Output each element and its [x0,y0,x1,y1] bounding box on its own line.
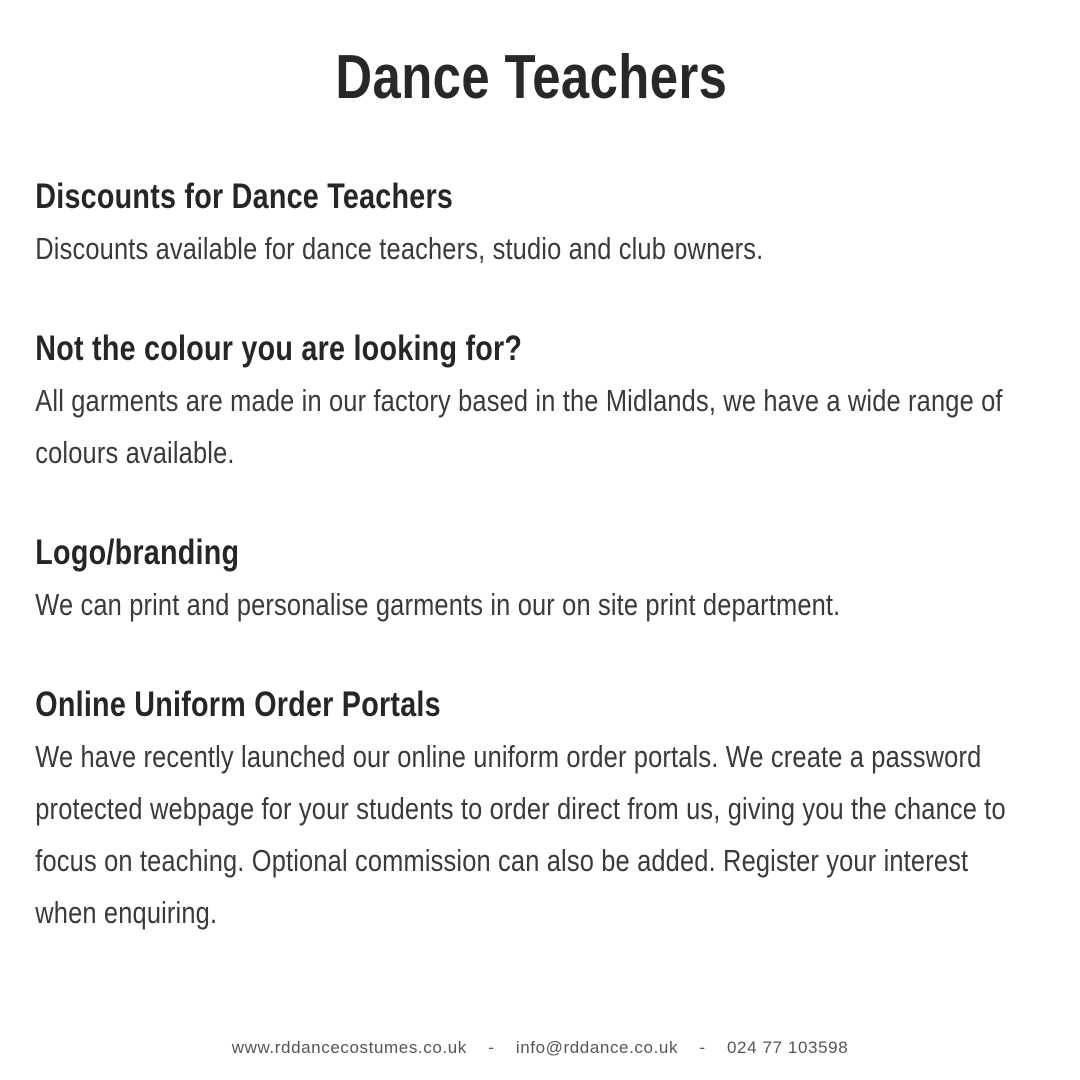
footer-email: info@rddance.co.uk [515,1038,679,1057]
section-heading: Discounts for Dance Teachers [35,177,454,216]
footer-contact-bar [0,1038,1080,1058]
footer-phone: 024 77 103598 [727,1038,849,1057]
page-title: Dance Teachers [335,43,728,112]
section-body: We can print and personalise garments in our on site print department. [35,587,841,622]
section-body: We have recently launched our online uniform order portals. We create a password protected webpage for your students to order direct from us, giving you the chance to focus on teaching. Optional commission can also be added. Register your interest when enquiring. [35,739,1006,930]
flyer-content [0,42,1080,939]
section-order-portals [35,679,1027,939]
section-heading: Logo/branding [35,533,240,572]
section-heading: Online Uniform Order Portals [35,685,441,724]
section-discounts [35,171,1027,275]
footer-separator: - [699,1038,706,1057]
section-body: All garments are made in our factory based in the Midlands, we have a wide range of colours available. [35,383,1003,470]
section-heading: Not the colour you are looking for? [35,329,523,368]
section-body: Discounts available for dance teachers, studio and club owners. [35,231,764,266]
footer-separator: - [488,1038,495,1057]
section-logo-branding [35,527,1027,631]
section-colours [35,323,1027,479]
footer-website: www.rddancecostumes.co.uk [231,1038,467,1057]
